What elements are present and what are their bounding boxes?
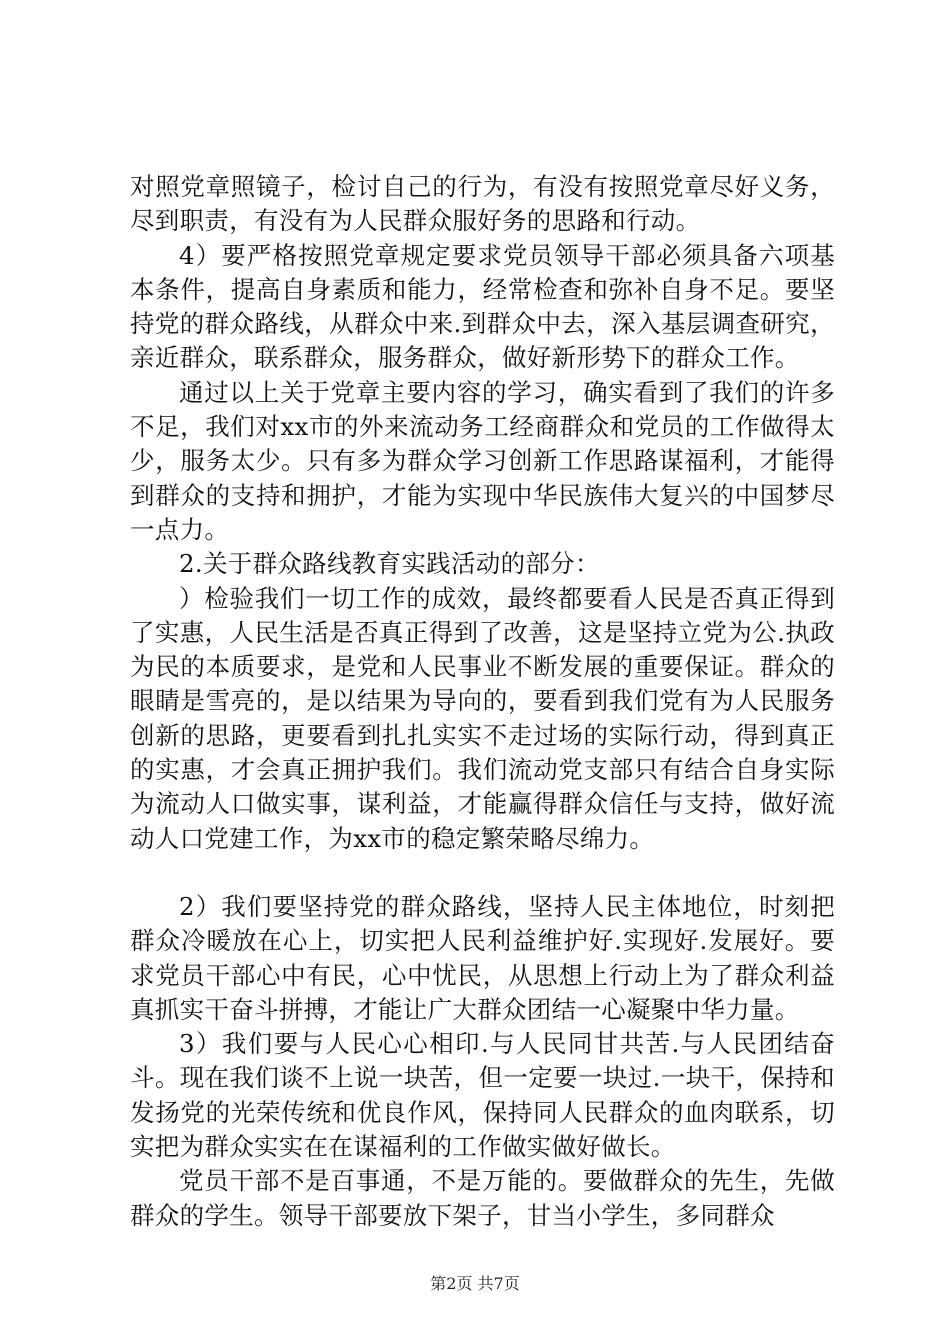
paragraph-5: 2）我们要坚持党的群众路线，坚持人民主体地位，时刻把群众冷暖放在心上，切实把人民利益维护好.实现好.发展好。要求党员干部心中有民，心中忧民，从思想上行动上为了群众利益真抓实干奋斗拼搏，才能让广大群众团结一心凝聚中华力量。 (130, 891, 835, 1024)
paragraph-2: 4）要严格按照党章规定要求党员领导干部必须具备六项基本条件，提高自身素质和能力，经常检查和弥补自身不足。要坚持党的群众路线，从群众中来.到群众中去，深入基层调查研究，亲近群众，联系群众，服务群众，做好新形势下的群众工作。 (130, 240, 835, 373)
document-body (130, 170, 835, 1233)
paragraph-3: 通过以上关于党章主要内容的学习，确实看到了我们的许多不足，我们对xx市的外来流动务工经商群众和党员的工作做得太少，服务太少。只有多为群众学习创新工作思路谋福利，才能得到群众的支持和拥护，才能为实现中华民族伟大复兴的中国梦尽一点力。 (130, 377, 835, 544)
paragraph-4: ）检验我们一切工作的成效，最终都要看人民是否真正得到了实惠，人民生活是否真正得到了改善，这是坚持立党为公.执政为民的本质要求，是党和人民事业不断发展的重要保证。群众的眼睛是雪亮的，是以结果为导向的，要看到我们党有为人民服务创新的思路，更要看到扎扎实实不走过场的实际行动，得到真正的实惠，才会真正拥护我们。我们流动党支部只有结合自身实际为流动人口做实事，谋利益，才能赢得群众信任与支持，做好流动人口党建工作，为xx市的稳定繁荣略尽绵力。 (130, 583, 835, 853)
page-number-footer: 第2页 共7页 (430, 1274, 520, 1293)
paragraph-6: 3）我们要与人民心心相印.与人民同甘共苦.与人民团结奋斗。现在我们谈不上说一块苦，但一定要一块过.一块干，保持和发扬党的光荣传统和优良作风，保持同人民群众的血肉联系，切实把为群众实实在在谋福利的工作做实做好做长。 (130, 1029, 835, 1162)
paragraph-7: 党员干部不是百事通，不是万能的。要做群众的先生，先做群众的学生。领导干部要放下架子，甘当小学生，多同群众 (130, 1166, 835, 1230)
section-heading: 2.关于群众路线教育实践活动的部分： (179, 549, 600, 579)
paragraph-1: 对照党章照镜子，检讨自己的行为，有没有按照党章尽好义务，尽到职责，有没有为人民群众服好务的思路和行动。 (130, 172, 835, 236)
blank-line (130, 856, 835, 890)
